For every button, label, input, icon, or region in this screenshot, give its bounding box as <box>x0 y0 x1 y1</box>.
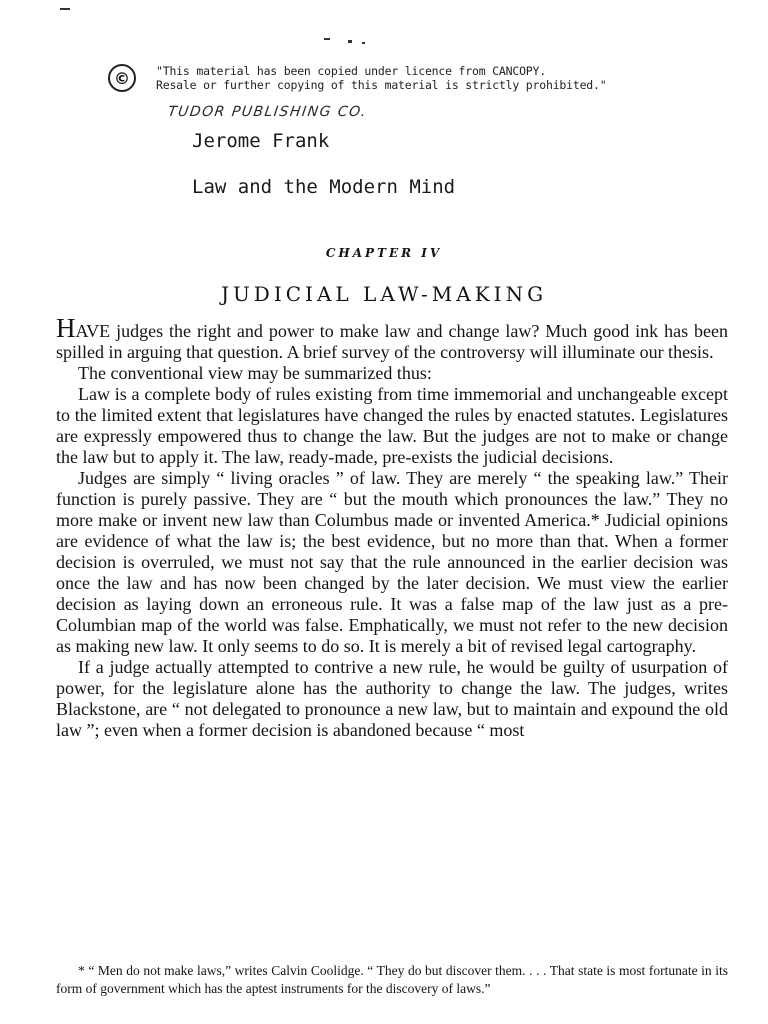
paragraph: If a judge actually attempted to contrive a new rule, he would be guilty of usurpation of power, for the legislature alone has the authority to change the law. The judges, writes Blackstone, are “ not delegated to pronounce a new law, but to maintain and expound the old law ”; even when a former decision is abandoned because “ most <box>56 657 728 740</box>
book-title: Law and the Modern Mind <box>192 176 456 198</box>
scan-mark <box>362 42 365 44</box>
notice-line-2: Resale or further copying of this material is strictly prohibited." <box>156 78 607 92</box>
chapter-label: CHAPTER IV <box>325 246 443 260</box>
paragraph: The conventional view may be summarized thus: <box>78 363 432 383</box>
footnote: * “ Men do not make laws,” writes Calvin Coolidge. “ They do but discover them. . . . That state is most fortunate in its form of government which has the aptest instruments for the discovery of laws.” <box>56 963 728 996</box>
scan-mark <box>60 8 70 10</box>
paragraph: Judges are simply “ living oracles ” of law. They are merely “ the speaking law.” Their function is purely passive. They are “ but the mouth which pronounces the law.” They no more make or invent new law than Columbus made or invented America.* Judicial opinions are evidence of what the law is; the best evidence, but no more than that. When a former decision is overruled, we must not say that the rule announced in the earlier decision was once the law and has now been changed by the later decision. We must view the earlier decision as laying down an erroneous rule. It was a false map of the law just as a pre-Columbian map of the world was false. Emphatically, we must not refer to the new decision as making new law. It only seems to do so. It is merely a bit of revised legal cartography. <box>56 468 728 656</box>
drop-cap: H <box>56 313 76 343</box>
copyright-icon: © <box>108 64 136 92</box>
handwritten-publisher: TUDOR PUBLISHING CO. <box>166 104 369 120</box>
author-name: Jerome Frank <box>192 130 330 152</box>
paragraph <box>56 313 728 363</box>
scan-mark <box>324 38 330 40</box>
copyright-notice-text <box>156 64 626 92</box>
chapter-title: JUDICIAL LAW-MAKING <box>220 282 548 306</box>
notice-line-1: "This material has been copied under licence from CANCOPY. <box>156 64 546 78</box>
paragraph: Law is a complete body of rules existing from time immemorial and unchangeable except to the limited extent that legislatures have changed the rules by enacted statutes. Legislatures are expressly empowered thus to change the law. But the judges are not to make or change the law but to apply it. The law, ready-made, pre-exists the judicial decisions. <box>56 384 728 467</box>
scan-mark <box>348 40 352 43</box>
chapter-body <box>56 313 728 741</box>
paragraph-text: AVE judges the right and power to make law and change law? Much good ink has been spilled in arguing that question. A brief survey of the controversy will illuminate our thesis. <box>56 321 728 362</box>
